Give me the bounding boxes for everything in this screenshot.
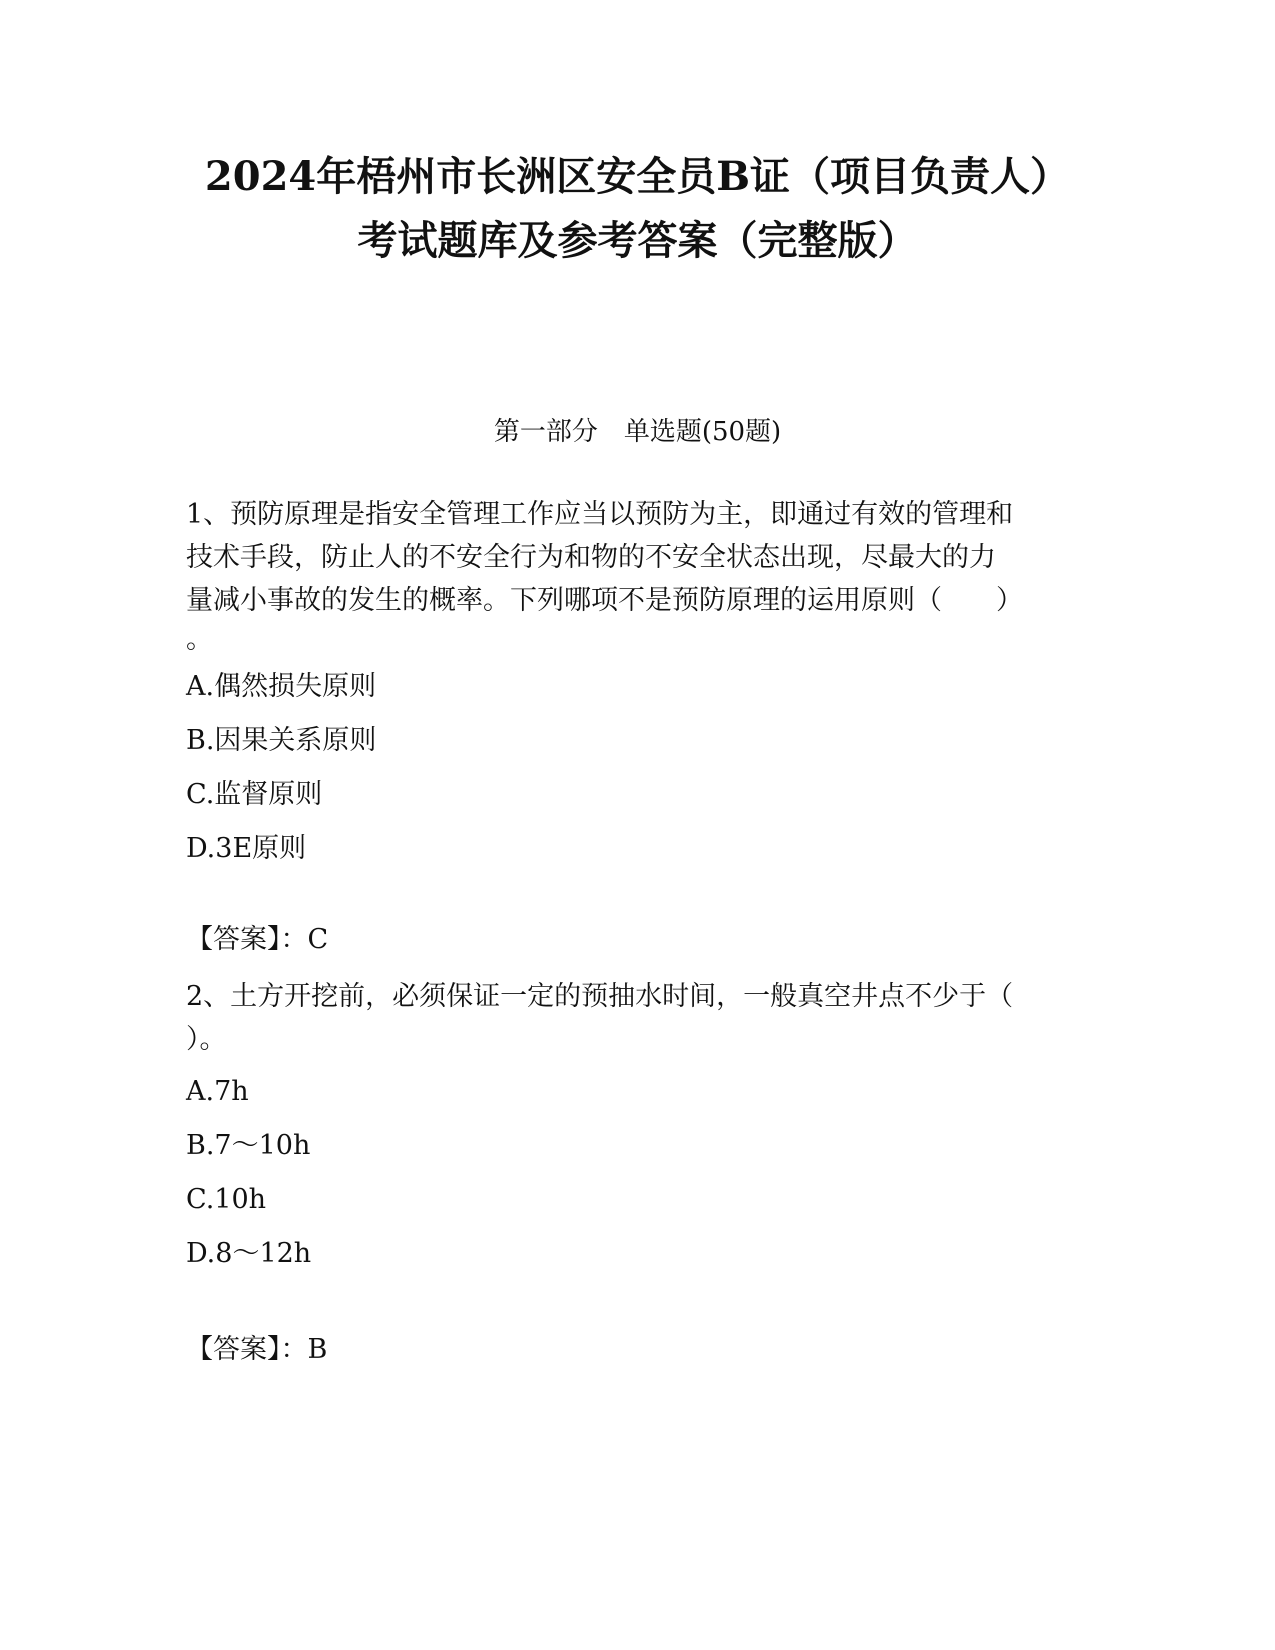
- question-1-option-b: B.因果关系原则: [186, 725, 377, 756]
- question-2-option-b: B.7～10h: [186, 1130, 311, 1161]
- question-1-text-line-1: 1、预防原理是指安全管理工作应当以预防为主，即通过有效的管理和: [186, 499, 1014, 530]
- question-1-option-c: C.监督原则: [186, 779, 323, 810]
- question-1-text-line-4: 。: [186, 624, 213, 655]
- question-2-option-c: C.10h: [186, 1184, 267, 1215]
- question-2-text-line-2: ）。: [186, 1024, 227, 1055]
- question-1-option-d: D.3E原则: [186, 833, 307, 864]
- question-1-option-a: A.偶然损失原则: [186, 671, 377, 702]
- question-1-text-line-3: 量减小事故的发生的概率。下列哪项不是预防原理的运用原则（ ）: [186, 585, 1023, 616]
- question-1-text-line-2: 技术手段，防止人的不安全行为和物的不安全状态出现，尽最大的力: [186, 542, 996, 573]
- question-2-option-d: D.8～12h: [186, 1238, 312, 1269]
- title-line-2: 考试题库及参考答案（完整版）: [357, 217, 918, 264]
- question-1-answer: 【答案】：C: [186, 924, 329, 955]
- title-line-1: 2024年梧州市长洲区安全员B证（项目负责人）: [204, 153, 1071, 200]
- question-2-answer: 【答案】：B: [186, 1334, 328, 1365]
- question-2-option-a: A.7h: [186, 1076, 249, 1107]
- question-2-text-line-1: 2、土方开挖前，必须保证一定的预抽水时间，一般真空井点不少于（: [186, 981, 1014, 1012]
- section-heading: 第一部分 单选题(50题): [493, 417, 782, 447]
